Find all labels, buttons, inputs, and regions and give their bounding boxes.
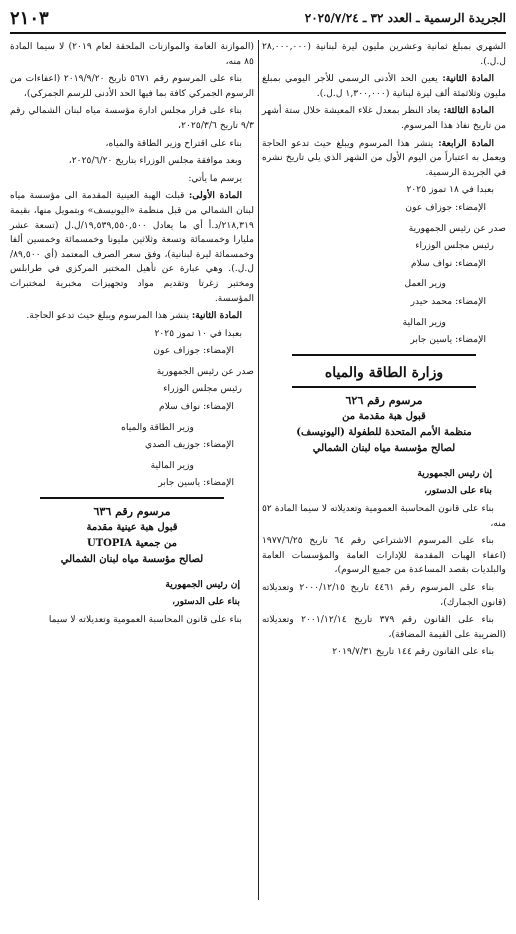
pm-title: رئيس مجلس الوزراء <box>415 240 494 252</box>
finance-minister-signature: الإمضاء: ياسين جابر <box>410 334 486 346</box>
page-header <box>10 4 506 34</box>
constitution-line: بناء على الدستور، <box>424 485 492 497</box>
labor-minister-title: وزير العمل <box>404 278 446 290</box>
section-rule <box>40 497 224 499</box>
decree-number: مرسوم رقم ٦٢٦ <box>345 394 423 408</box>
president-heading: إن رئيس الجمهورية <box>165 578 240 590</box>
section-rule <box>292 386 476 388</box>
pm-title: رئيس مجلس الوزراء <box>163 383 242 395</box>
decree-title-line: لصالح مؤسسة مياه لبنان الشمالي <box>60 553 204 565</box>
decree-date: بعبدا في ١٨ تموز ٢٠٢٥ <box>406 184 494 196</box>
article-4: المادة الرابعة: ينشر هذا المرسوم ويبلغ حيث تدعو الحاجة ويعمل به اعتباراً من اليوم الأول من الشهر الذي يلي تاريخ نشره في الجريدة الرسمية. <box>262 137 506 178</box>
article-3: المادة الثالثة: يعاد النظر بمعدل غلاء المعيشة خلال ستة أشهر من تاريخ نفاذ هذا المرسوم. <box>262 105 506 131</box>
basis-paragraph: وبعد موافقة مجلس الوزراء بتاريخ ٢٠٢٥/٦/٢٠، <box>68 155 242 167</box>
basis-paragraph: بناء على اقتراح وزير الطاقة والمياه، <box>105 137 242 149</box>
finance-minister-title: وزير المالية <box>150 459 194 471</box>
finance-minister-title: وزير المالية <box>402 316 446 328</box>
page-number: ٢١٠٣ <box>10 7 49 29</box>
basis-paragraph: بناء على قانون المحاسبة العمومية وتعديلاته لا سيما المادة ٥٢ منه، <box>262 503 506 529</box>
basis-paragraph: بناء على المرسوم رقم ٥٦٧١ تاريخ ٢٠١٩/٩/٢٠ (اعفاءات من الرسوم الجمركي كافة بما فيها الحد الأدنى للرسم الجمركي)، <box>10 73 254 99</box>
basis-paragraph: بناء على المرسوم الاشتراعي رقم ٦٤ تاريخ ١٩٧٧/٦/٢٥ (اعفاء الهبات المقدمة للإدارات العامة والمؤسسات العامة والبلديات بقصد المساعدة من جميع الرسوم)، <box>262 535 506 576</box>
decree-title-line: من جمعية UTOPIA <box>87 537 177 549</box>
section-rule <box>292 354 476 356</box>
article-2: المادة الثانية: يعين الحد الأدنى الرسمي للأجر اليومي بمبلغ مليون وثلاثمئة ألف ليرة لبنانية (١,٣٠٠,٠٠٠ ل.ل.). <box>262 73 506 99</box>
decree-title-line: قبول هبة مقدمة من <box>342 410 426 422</box>
labor-minister-signature: الإمضاء: محمد حيدر <box>410 295 486 307</box>
pm-signature: الإمضاء: نواف سلام <box>159 401 234 413</box>
energy-minister-title: وزير الطاقة والمياه <box>121 421 194 433</box>
decree-title-line: قبول هبة عينية مقدمة <box>86 521 178 533</box>
energy-minister-signature: الإمضاء: جوزيف الصدي <box>145 439 234 451</box>
finance-minister-signature: الإمضاء: ياسين جابر <box>158 477 234 489</box>
paragraph: (الموازنة العامة والموازنات الملحقة لعام ٢٠١٩) لا سيما المادة ٨٥ منه، <box>10 41 254 67</box>
issued-by: صدر عن رئيس الجمهورية <box>156 365 254 377</box>
article-1: المادة الأولى: قبلت الهبة العينية المقدمة الى مؤسسة مياه لبنان الشمالي من قبل منظمة «اليونيسف» وبتمويل منها، بقيمة ٢١٨,٣١٩/د.أ أي ما يعادل ١٩,٥٣٩,٥٥٠,٥٠٠/ل.ل (تسعة عشر مليارا وخمسمائة وتسعة وثلاثين مليونا وخمسمائة وخمسين ألفا وخمسمائة ليرة لبنانية)، وفق سعر الصرف المعتمد (أي ٨٩,٥٠٠/ل.ل.). وهي عبارة عن تأهيل المختبر المركزي في طرابلس ومختبر زغرتا وتقديم مواد وتجهيزات مخبرية لمختبرات المؤسسة. <box>10 190 254 304</box>
decree-number: مرسوم رقم ٦٣٦ <box>93 505 171 519</box>
issued-by: صدر عن رئيس الجمهورية <box>408 222 506 234</box>
ministry-heading: وزارة الطاقة والمياه <box>324 364 444 381</box>
article-2: المادة الثانية: ينشر هذا المرسوم ويبلغ حيث تدعو الحاجة. <box>26 310 242 322</box>
decree-title-line: منظمة الأمم المتحدة للطفولة (اليونيسف) <box>296 426 472 438</box>
column-divider <box>258 40 259 900</box>
right-column <box>262 40 506 663</box>
paragraph: الشهري بمبلغ ثمانية وعشرين مليون ليرة لبنانية (٢٨,٠٠٠,٠٠٠ ل.ل.). <box>262 41 506 67</box>
decree-date: بعبدا في ١٠ تموز ٢٠٢٥ <box>154 327 242 339</box>
basis-paragraph: بناء على قرار مجلس ادارة مؤسسة مياه لبنان الشمالي رقم ٩/٣ تاريخ ٢٠٢٥/٣/٦، <box>10 105 254 131</box>
pm-signature: الإمضاء: نواف سلام <box>411 257 486 269</box>
president-signature: الإمضاء: جوزاف عون <box>153 345 234 357</box>
basis-paragraph: بناء على القانون رقم ٣٧٩ تاريخ ٢٠٠١/١٢/١٤ وتعديلاته (الضريبة على القيمة المضافة)، <box>262 614 506 640</box>
header-title: الجريدة الرسمية ـ العدد ٣٢ ـ ٢٠٢٥/٧/٢٤ <box>304 11 506 25</box>
left-column <box>10 40 254 630</box>
president-signature: الإمضاء: جوزاف عون <box>405 201 486 213</box>
basis-paragraph: بناء على المرسوم رقم ٤٤٦١ تاريخ ٢٠٠٠/١٢/١٥ وتعديلاته (قانون الجمارك)، <box>262 582 506 608</box>
president-heading: إن رئيس الجمهورية <box>417 467 492 479</box>
basis-paragraph: بناء على القانون رقم ١٤٤ تاريخ ٢٠١٩/٧/٣١ <box>332 646 494 658</box>
basis-paragraph: بناء على قانون المحاسبة العمومية وتعديلاته لا سيما <box>48 613 242 625</box>
constitution-line: بناء على الدستور، <box>172 596 240 608</box>
decrees-line: يرسم ما يأتي: <box>188 172 242 184</box>
decree-title-line: لصالح مؤسسة مياه لبنان الشمالي <box>312 442 456 454</box>
